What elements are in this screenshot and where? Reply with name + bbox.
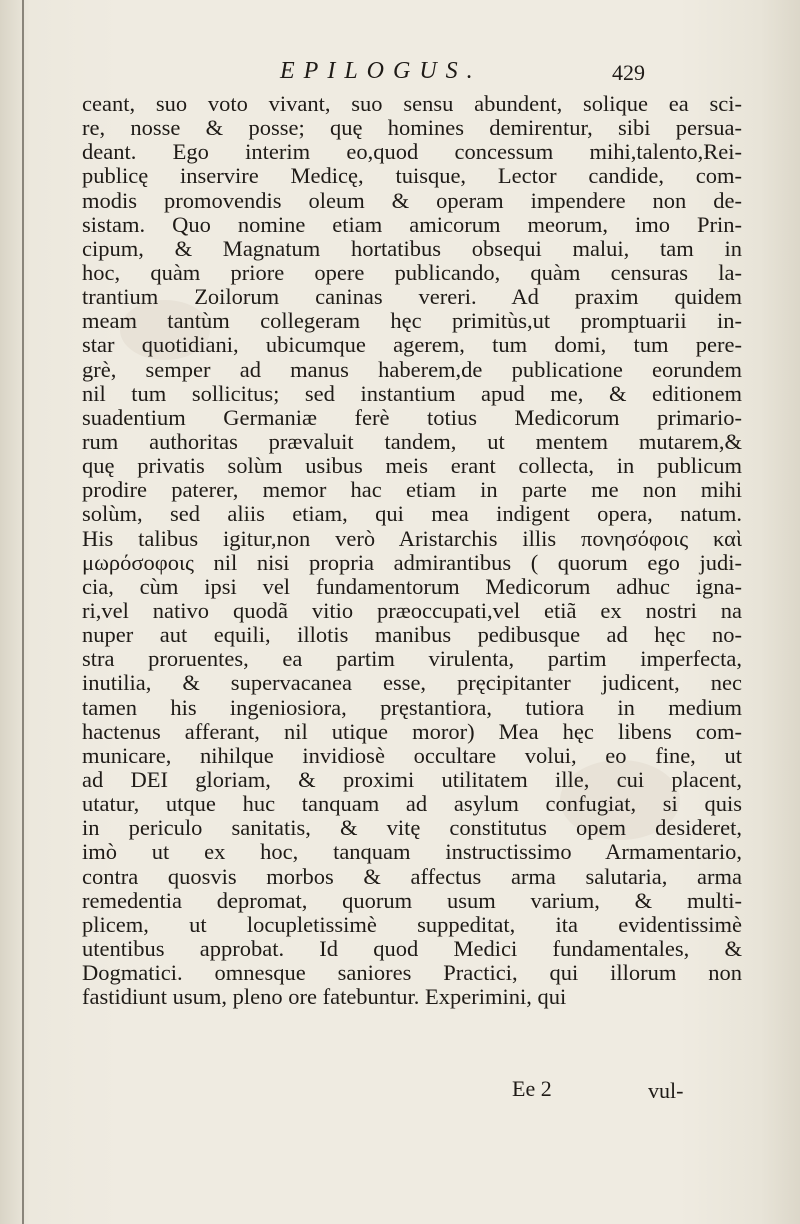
running-title: EPILOGUS. bbox=[280, 58, 482, 84]
text-line: ceant, suo voto vivant, suo sensu abundent, solique ea sci- bbox=[82, 91, 742, 116]
text-line: deant. Ego interim eo,quod concessum mihi,talento,Rei- bbox=[82, 139, 742, 165]
text-line: in periculo sanitatis, & vitę constitutus opem desideret, bbox=[82, 815, 742, 841]
text-line: sistam. Quo nomine etiam amicorum meorum, imo Prin- bbox=[82, 211, 742, 237]
text-line: hoc, quàm priore opere publicando, quàm censuras la- bbox=[82, 259, 742, 285]
body-text bbox=[82, 92, 742, 1009]
text-line: ad DEI gloriam, & proximi utilitatem ille, cui placent, bbox=[82, 766, 742, 792]
text-line: suadentium Germaniæ ferè totius Medicorum primario- bbox=[82, 404, 742, 430]
text-line: fastidiunt usum, pleno ore fatebuntur. Experimini, qui bbox=[82, 984, 567, 1010]
text-line: cipum, & Magnatum hortatibus obsequi malui, tam in bbox=[82, 235, 742, 261]
text-line: rum authoritas prævaluit tandem, ut mentem mutarem,& bbox=[82, 428, 742, 454]
page-number: 429 bbox=[612, 60, 645, 85]
text-line: μωρόσοφοις nil nisi propria admirantibus ( quorum ego judi- bbox=[82, 549, 742, 575]
catchword: vul- bbox=[648, 1078, 684, 1103]
text-line: star quotidiani, ubicumque agerem, tum domi, tum pere- bbox=[82, 332, 742, 358]
text-line: municare, nihilque invidiosè occultare volui, eo fine, ut bbox=[82, 742, 742, 768]
text-line: grè, semper ad manus haberem,de publicatione eorundem bbox=[82, 356, 742, 382]
gutter-shadow-line bbox=[22, 0, 24, 1224]
text-line: imò ut ex hoc, tanquam instructissimo Armamentario, bbox=[82, 839, 742, 865]
text-line: inutilia, & supervacanea esse, pręcipitanter judicent, nec bbox=[82, 670, 742, 696]
text-line: nuper aut equili, illotis manibus pedibusque ad hęc no- bbox=[82, 622, 742, 648]
text-line: hactenus afferant, nil utique moror) Mea hęc libens com- bbox=[82, 718, 742, 744]
running-head bbox=[0, 58, 800, 92]
text-line: His talibus igitur,non verò Aristarchis illis πονησόφοις καὶ bbox=[82, 525, 742, 551]
text-line: trantium Zoilorum caninas vereri. Ad praxim quidem bbox=[82, 284, 742, 310]
text-line: remedentia depromat, quorum usum varium, & multi- bbox=[82, 887, 742, 913]
text-line: prodire paterer, memor hac etiam in parte me non mihi bbox=[82, 477, 742, 503]
text-line: cia, cùm ipsi vel fundamentorum Medicorum adhuc igna- bbox=[82, 573, 742, 599]
text-line: plicem, ut locupletissimè suppeditat, ita evidentissimè bbox=[82, 911, 742, 937]
text-line: utatur, utque huc tanquam ad asylum confugiat, si quis bbox=[82, 791, 742, 817]
text-line: publicę inservire Medicę, tuisque, Lector candide, com- bbox=[82, 163, 742, 189]
text-line: quę privatis solùm usibus meis erant collecta, in publicum bbox=[82, 453, 742, 479]
text-line: stra proruentes, ea partim virulenta, partim imperfecta, bbox=[82, 646, 742, 672]
text-line: Dogmatici. omnesque saniores Practici, qui illorum non bbox=[82, 960, 742, 986]
text-line: contra quosvis morbos & affectus arma salutaria, arma bbox=[82, 863, 742, 889]
text-line: nil tum sollicitus; sed instantium apud me, & editionem bbox=[82, 380, 742, 406]
text-line: meam tantùm collegeram hęc primitùs,ut promptuarii in- bbox=[82, 308, 742, 334]
text-line: solùm, sed aliis etiam, qui mea indigent opera, natum. bbox=[82, 501, 742, 527]
text-line: modis promovendis oleum & operam impendere non de- bbox=[82, 187, 742, 213]
text-line: tamen his ingeniosiora, pręstantiora, tutiora in medium bbox=[82, 694, 742, 720]
footer-row bbox=[0, 1076, 800, 1104]
text-line: ri,vel nativo quodã vitio præoccupati,vel etiã ex nostri na bbox=[82, 597, 742, 623]
text-line: utentibus approbat. Id quod Medici fundamentales, & bbox=[82, 935, 742, 961]
text-line: re, nosse & posse; quę homines demirentur, sibi persua- bbox=[82, 115, 742, 141]
signature-mark: Ee 2 bbox=[512, 1076, 552, 1101]
